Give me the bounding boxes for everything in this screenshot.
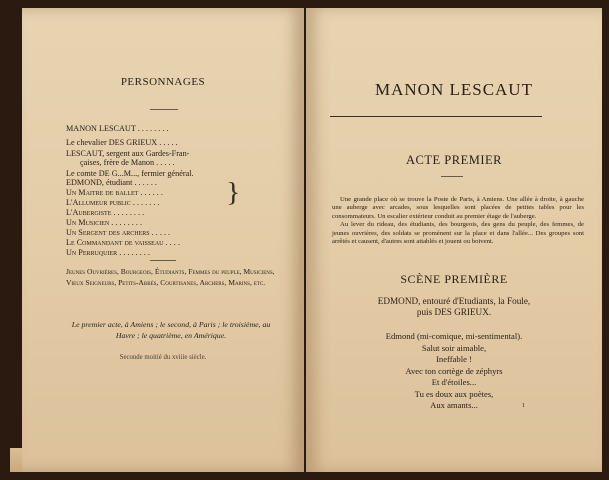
act-rule: [441, 176, 463, 177]
left-page: [22, 8, 304, 472]
verse-line: Salut soir aimable,: [421, 342, 487, 353]
cast-dots: . . . . .: [151, 228, 171, 237]
cast-name: Un Sergent des archers: [66, 228, 150, 237]
cast-dots: . . . . .: [156, 158, 175, 167]
cast-line: [66, 208, 144, 218]
cast-name: Un Musicien: [66, 218, 110, 227]
cast-name: çaises, frère de Manon: [80, 158, 155, 167]
scene-cast-line: puis DES GRIEUX.: [416, 307, 492, 317]
cast-line: [66, 198, 159, 208]
cast-line: [80, 158, 175, 168]
cast-line: [66, 238, 180, 248]
stage-directions: [332, 196, 584, 246]
cast-line: [66, 124, 168, 134]
cast-name: Le chevalier DES GRIEUX: [66, 138, 158, 147]
verse-line: Aux amants...: [430, 400, 478, 410]
play-title: MANON LESCAUT: [375, 80, 533, 99]
cast-name: L'Aubergiste: [66, 208, 112, 217]
personnages-heading: PERSONNAGES: [120, 76, 206, 88]
cast-dots: . . . . . . . .: [119, 248, 150, 257]
cast-dots: . . . . . .: [134, 178, 157, 187]
cast-line: [66, 218, 142, 228]
cast-name: LESCAUT, sergent aux Gardes-Fran-: [66, 149, 190, 158]
cast-name: Un Maitre de ballet: [66, 188, 139, 197]
cast-line: [66, 188, 163, 198]
cast-dots: . . . . . . . .: [113, 208, 145, 217]
verse-line: Ineffable !: [436, 354, 472, 364]
grouping-brace: }: [226, 177, 241, 208]
song-block: [306, 331, 602, 412]
cast-dots: . . . . . . . .: [111, 218, 142, 227]
cast-name: Un Perruquier: [66, 248, 118, 257]
cast-line: [66, 228, 170, 238]
cast-dots: . . . .: [165, 238, 180, 247]
cast-name: Le Commandant de vaisseau: [66, 238, 164, 247]
verse-line: Avec ton cortège de zéphyrs: [405, 365, 503, 376]
title-rule: [330, 116, 542, 117]
cast-dots: . . . . . . . .: [137, 124, 169, 133]
setting-paragraph: Au lever du rideau, des étudiants, des bourgeois, des gens du peuple, des femmes, de jeunes ouvrières, des soldats se promènent sur la place et dans l'allée... Des groupes sont arrêtés et causent, d'autres sont attablés et jouent ou boivent.: [332, 221, 584, 246]
scene-cast: [306, 296, 602, 318]
cast-line: [66, 248, 150, 258]
cast-dots: . . . . .: [159, 138, 178, 147]
cast-name: EDMOND, étudiant: [66, 178, 133, 187]
act-heading: ACTE PREMIER: [406, 153, 502, 167]
cast-name: L'Allumeur public: [66, 198, 131, 207]
setting-paragraph: Une grande place où se trouve la Poste de Paris, à Amiens. Une allée à droite, à gauche une auberge avec arcades, sous lesquelles sont placées de petites tables pour les consommateurs. Un escalier extérieur conduit au premier étage de l'auberge.: [332, 196, 584, 220]
verse-line: Tu es doux aux poètes,: [414, 388, 494, 399]
century-note: Seconde moitié du xviiie siècle.: [119, 354, 207, 361]
scene-cast-line: EDMOND, entouré d'Etudiants, la Foule,: [377, 296, 531, 306]
extras-list: Jeunes Ouvrières, Bourgeois, Étudiants, Femmes du peuple, Musiciens, Vieux Seigneurs, Petits-Abbés, Courtisanes, Archers, Marins, etc.: [66, 267, 275, 287]
cast-line: [66, 138, 178, 148]
acts-location-note: Le premier acte, à Amiens ; le second, à Paris ; le troisième, au Havre ; le quatrième, en Amérique.: [71, 320, 271, 340]
verse-line: Et d'étoiles...: [431, 377, 477, 387]
cast-line: [66, 178, 157, 188]
cast-dots: . . . . . .: [140, 188, 163, 197]
cast-name: Le comte DE G...M..., fermier général.: [66, 169, 194, 178]
page-number: 1: [522, 403, 525, 409]
right-page: [306, 8, 602, 472]
section-rule: [150, 260, 176, 261]
speaker-direction: Edmond (mi-comique, mi-sentimental).: [385, 331, 523, 341]
cast-name: MANON LESCAUT: [66, 124, 136, 133]
scene-heading: SCÈNE PREMIÈRE: [400, 272, 508, 286]
cast-dots: . . . . . . .: [132, 198, 160, 207]
heading-rule: [150, 109, 178, 110]
